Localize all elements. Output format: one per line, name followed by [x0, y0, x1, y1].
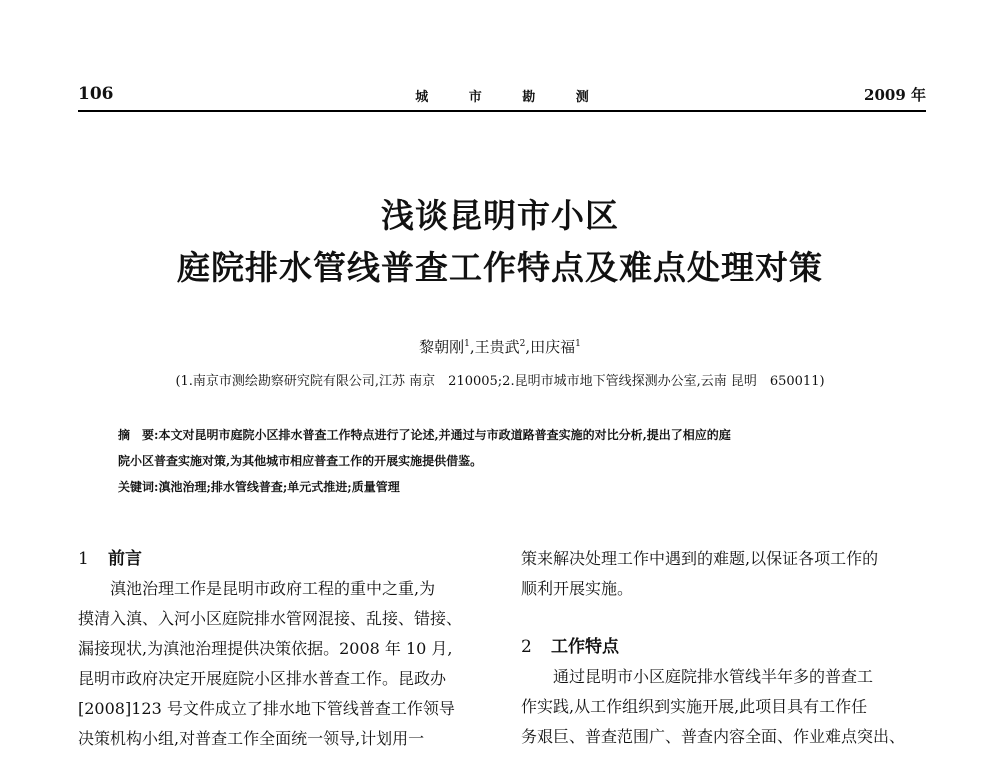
- author-2: ,王贵武: [469, 338, 520, 356]
- affiliations: (1.南京市测绘勘察研究院有限公司,江苏 南京 210005;2.昆明市城市地下管线探测办公室,云南 昆明 650011): [175, 374, 825, 389]
- abstract-line-1: [118, 423, 898, 447]
- section-1-line: [2008]123 号文件成立了排水地下管线普查工作领导: [78, 699, 455, 718]
- keywords: [118, 478, 898, 495]
- section-1-line: 滇池治理工作是昆明市政府工程的重中之重,为: [110, 579, 436, 598]
- page-number: 106: [78, 84, 114, 104]
- section-1-number: 1: [78, 549, 89, 569]
- section-1-line: 漏接现状,为滇池治理提供决策依据。2008 年 10 月,: [78, 639, 453, 658]
- section-2-line: 务艰巨、普查范围广、普查内容全面、作业难点突出、: [521, 727, 906, 746]
- section-1-line: 摸清入滇、入河小区庭院排水管网混接、乱接、错接、: [78, 609, 463, 628]
- journal-name: 城 市 勘 测: [415, 90, 607, 105]
- abstract-text-1: 本文对昆明市庭院小区排水普查工作特点进行了论述,并通过与市政道路普查实施的对比分析,提出了相应的庭: [158, 428, 731, 442]
- article-title-line-1: 浅谈昆明市小区: [381, 196, 619, 235]
- article-title-line-2: 庭院排水管线普查工作特点及难点处理对策: [177, 248, 823, 287]
- section-2-line: 作实践,从工作组织到实施开展,此项目具有工作任: [521, 697, 868, 716]
- section-2-line: 通过昆明市小区庭院排水管线半年多的普查工: [553, 667, 874, 686]
- abstract-line-2: 院小区普查实施对策,为其他城市相应普查工作的开展实施提供借鉴。: [118, 454, 483, 468]
- section-gap: [521, 604, 926, 632]
- journal-year: 2009 年: [864, 86, 926, 104]
- right-column: [521, 544, 926, 752]
- author-3: ,田庆福: [525, 338, 576, 356]
- section-1-line: 昆明市政府决定开展庭院小区排水普查工作。昆政办: [78, 669, 447, 688]
- author-list: [0, 336, 1000, 357]
- section-2-number: 2: [521, 637, 532, 657]
- section-2-title: 工作特点: [551, 637, 619, 657]
- section-1-heading: [78, 544, 492, 574]
- left-column: [78, 544, 492, 754]
- section-1-title: 前言: [108, 549, 142, 569]
- keywords-text: 滇池治理;排水管线普查;单元式推进;质量管理: [158, 480, 400, 494]
- keywords-label: 关键词:: [118, 480, 159, 494]
- author-1-affil: 1: [464, 339, 470, 349]
- author-1: 黎朝刚: [419, 338, 465, 356]
- author-3-affil: 1: [575, 339, 581, 349]
- author-2-affil: 2: [519, 339, 526, 349]
- section-2-heading: [521, 632, 926, 662]
- section-1-line: 决策机构小组,对普查工作全面统一领导,计划用一: [78, 729, 425, 748]
- continuation-line: 策来解决处理工作中遇到的难题,以保证各项工作的: [521, 549, 879, 568]
- running-header: [78, 84, 926, 112]
- abstract-label: 摘 要:: [118, 428, 159, 442]
- continuation-line: 顺利开展实施。: [521, 579, 634, 598]
